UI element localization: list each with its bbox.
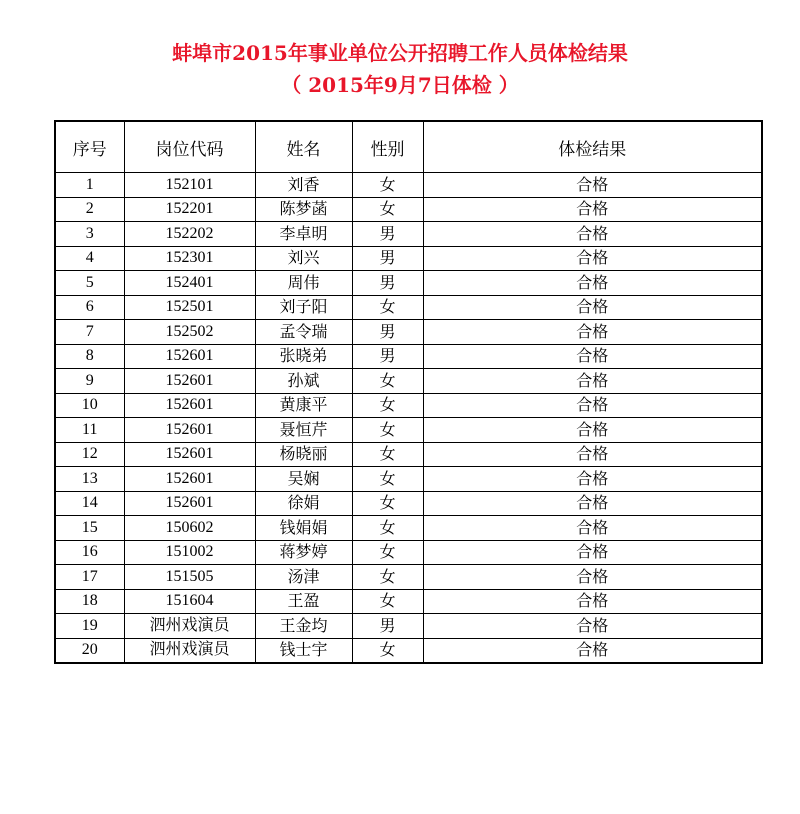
cell-exam-result: 合格	[423, 197, 762, 222]
cell-position-code: 151002	[124, 540, 255, 565]
cell-name: 王金均	[255, 614, 352, 639]
table-row	[55, 442, 762, 467]
header-exam-result: 体检结果	[423, 121, 762, 173]
cell-seq: 12	[55, 442, 124, 467]
document-subtitle: （ 2015年9月7日体检 ）	[281, 73, 519, 97]
table-row	[55, 491, 762, 516]
cell-seq: 2	[55, 197, 124, 222]
cell-exam-result: 合格	[423, 589, 762, 614]
cell-seq: 11	[55, 418, 124, 443]
cell-exam-result: 合格	[423, 320, 762, 345]
cell-position-code: 152601	[124, 418, 255, 443]
table-row	[55, 320, 762, 345]
cell-position-code: 152601	[124, 393, 255, 418]
cell-name: 孙斌	[255, 369, 352, 394]
cell-position-code: 152101	[124, 173, 255, 198]
table-row	[55, 540, 762, 565]
cell-position-code: 泗州戏演员	[124, 614, 255, 639]
cell-name: 李卓明	[255, 222, 352, 247]
cell-position-code: 152601	[124, 369, 255, 394]
document-title: 蚌埠市2015年事业单位公开招聘工作人员体检结果	[172, 41, 628, 65]
cell-gender: 男	[352, 271, 423, 296]
cell-position-code: 152401	[124, 271, 255, 296]
cell-position-code: 152601	[124, 467, 255, 492]
cell-exam-result: 合格	[423, 467, 762, 492]
table-row	[55, 638, 762, 663]
cell-seq: 16	[55, 540, 124, 565]
cell-position-code: 152202	[124, 222, 255, 247]
cell-exam-result: 合格	[423, 173, 762, 198]
cell-gender: 男	[352, 344, 423, 369]
cell-name: 杨晓丽	[255, 442, 352, 467]
cell-gender: 女	[352, 638, 423, 663]
cell-seq: 19	[55, 614, 124, 639]
cell-exam-result: 合格	[423, 442, 762, 467]
cell-exam-result: 合格	[423, 271, 762, 296]
cell-exam-result: 合格	[423, 491, 762, 516]
cell-name: 徐娟	[255, 491, 352, 516]
cell-name: 钱士宇	[255, 638, 352, 663]
cell-seq: 6	[55, 295, 124, 320]
cell-exam-result: 合格	[423, 246, 762, 271]
table-row	[55, 393, 762, 418]
cell-position-code: 150602	[124, 516, 255, 541]
cell-seq: 15	[55, 516, 124, 541]
table-row	[55, 418, 762, 443]
cell-exam-result: 合格	[423, 614, 762, 639]
cell-name: 聂恒芹	[255, 418, 352, 443]
cell-position-code: 152502	[124, 320, 255, 345]
cell-position-code: 152601	[124, 491, 255, 516]
table-row	[55, 271, 762, 296]
header-position-code: 岗位代码	[124, 121, 255, 173]
cell-seq: 7	[55, 320, 124, 345]
cell-name: 刘子阳	[255, 295, 352, 320]
cell-gender: 男	[352, 320, 423, 345]
table-row	[55, 589, 762, 614]
cell-seq: 13	[55, 467, 124, 492]
cell-seq: 17	[55, 565, 124, 590]
cell-name: 汤津	[255, 565, 352, 590]
cell-seq: 18	[55, 589, 124, 614]
cell-exam-result: 合格	[423, 516, 762, 541]
cell-gender: 女	[352, 295, 423, 320]
cell-gender: 女	[352, 467, 423, 492]
cell-name: 吴娴	[255, 467, 352, 492]
table-body	[55, 173, 762, 664]
cell-position-code: 152601	[124, 344, 255, 369]
cell-gender: 女	[352, 442, 423, 467]
cell-exam-result: 合格	[423, 565, 762, 590]
cell-gender: 男	[352, 614, 423, 639]
cell-gender: 男	[352, 246, 423, 271]
cell-exam-result: 合格	[423, 393, 762, 418]
cell-exam-result: 合格	[423, 369, 762, 394]
cell-name: 刘香	[255, 173, 352, 198]
cell-name: 陈梦菡	[255, 197, 352, 222]
cell-gender: 男	[352, 222, 423, 247]
cell-seq: 8	[55, 344, 124, 369]
cell-name: 黄康平	[255, 393, 352, 418]
table-row	[55, 614, 762, 639]
cell-gender: 女	[352, 197, 423, 222]
cell-exam-result: 合格	[423, 540, 762, 565]
table-row	[55, 369, 762, 394]
cell-name: 钱娟娟	[255, 516, 352, 541]
header-name: 姓名	[255, 121, 352, 173]
cell-seq: 3	[55, 222, 124, 247]
cell-seq: 5	[55, 271, 124, 296]
results-table	[54, 120, 763, 664]
table-row	[55, 246, 762, 271]
cell-seq: 14	[55, 491, 124, 516]
cell-gender: 女	[352, 173, 423, 198]
cell-gender: 女	[352, 418, 423, 443]
cell-exam-result: 合格	[423, 638, 762, 663]
cell-gender: 女	[352, 369, 423, 394]
cell-gender: 女	[352, 540, 423, 565]
table-row	[55, 467, 762, 492]
cell-gender: 女	[352, 393, 423, 418]
cell-exam-result: 合格	[423, 418, 762, 443]
cell-seq: 1	[55, 173, 124, 198]
cell-exam-result: 合格	[423, 295, 762, 320]
cell-seq: 9	[55, 369, 124, 394]
cell-position-code: 152301	[124, 246, 255, 271]
cell-seq: 10	[55, 393, 124, 418]
cell-name: 孟令瑞	[255, 320, 352, 345]
table-row	[55, 222, 762, 247]
header-gender: 性别	[352, 121, 423, 173]
cell-name: 王盈	[255, 589, 352, 614]
cell-seq: 4	[55, 246, 124, 271]
table-row	[55, 197, 762, 222]
table-row	[55, 565, 762, 590]
cell-position-code: 152201	[124, 197, 255, 222]
header-seq: 序号	[55, 121, 124, 173]
cell-gender: 女	[352, 565, 423, 590]
cell-position-code: 151505	[124, 565, 255, 590]
cell-position-code: 152601	[124, 442, 255, 467]
table-header-row	[55, 121, 762, 173]
cell-exam-result: 合格	[423, 344, 762, 369]
cell-position-code: 152501	[124, 295, 255, 320]
table-row	[55, 295, 762, 320]
cell-seq: 20	[55, 638, 124, 663]
cell-name: 刘兴	[255, 246, 352, 271]
cell-name: 周伟	[255, 271, 352, 296]
cell-position-code: 泗州戏演员	[124, 638, 255, 663]
cell-gender: 女	[352, 491, 423, 516]
table-row	[55, 173, 762, 198]
table-row	[55, 344, 762, 369]
cell-gender: 女	[352, 516, 423, 541]
cell-gender: 女	[352, 589, 423, 614]
cell-name: 张晓弟	[255, 344, 352, 369]
cell-position-code: 151604	[124, 589, 255, 614]
table-row	[55, 516, 762, 541]
cell-exam-result: 合格	[423, 222, 762, 247]
cell-name: 蒋梦婷	[255, 540, 352, 565]
